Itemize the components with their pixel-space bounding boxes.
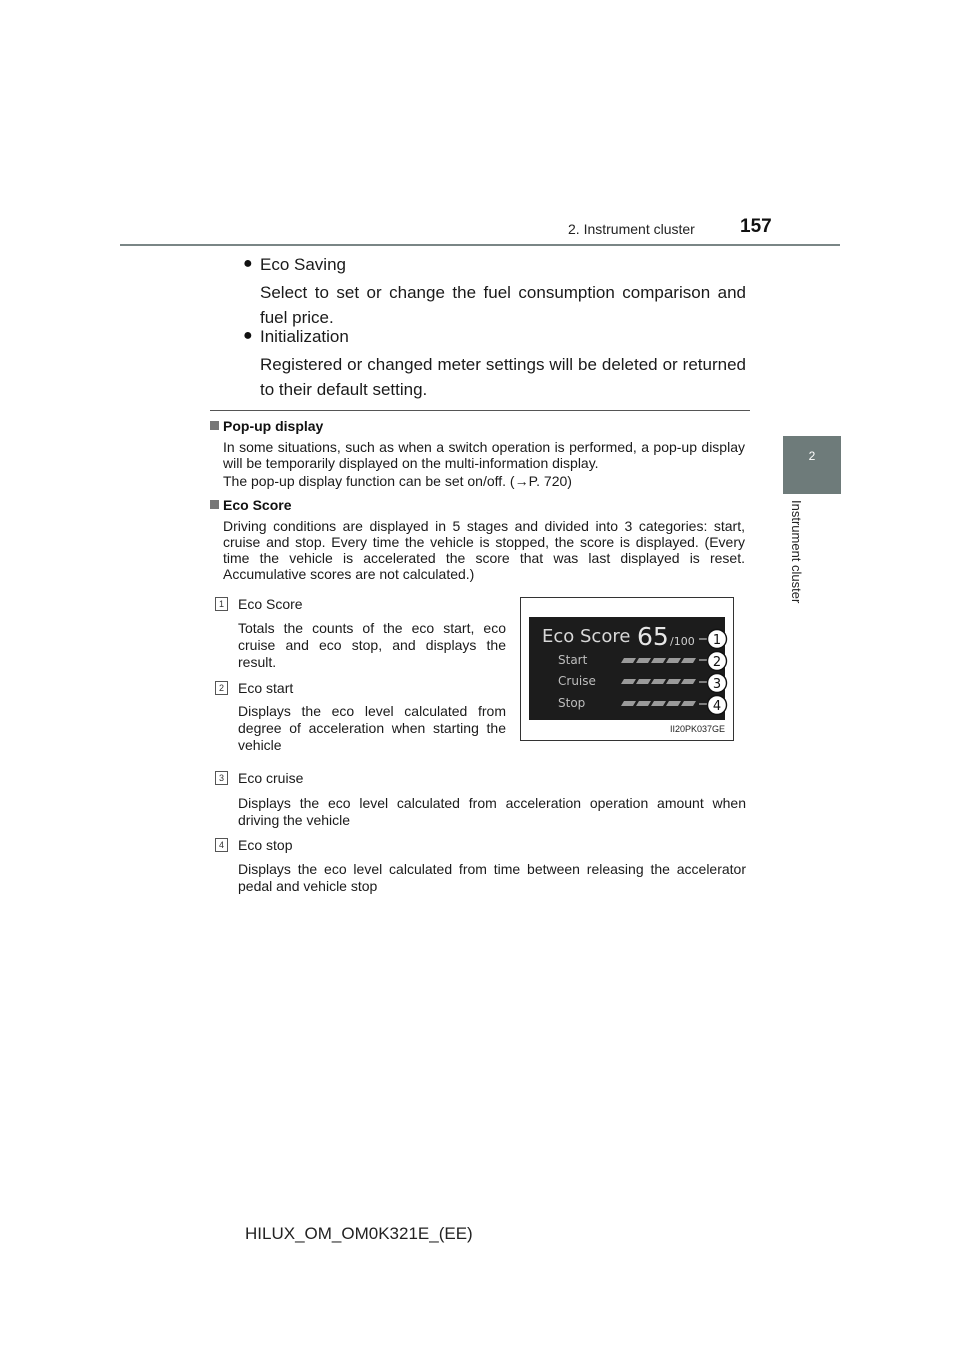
- start-level-bar: [621, 658, 696, 663]
- item-label: Eco start: [238, 680, 294, 696]
- bullet-icon: ●: [243, 255, 253, 272]
- row-label-start: Start: [558, 653, 588, 667]
- item-text: Displays the eco level calculated from degree of acceleration when starting the vehicle: [238, 703, 506, 753]
- item-label: Eco Score: [238, 596, 303, 612]
- item-text: Totals the counts of the eco start, eco cruise and eco stop, and displays the result.: [238, 620, 506, 670]
- bullet-title: Initialization: [260, 327, 349, 346]
- figure-code: II20PK037GE: [669, 724, 725, 734]
- eco-score-title: Eco Score: [542, 626, 631, 647]
- bullet-text: Select to set or change the fuel consumption comparison and fuel price.: [260, 283, 746, 327]
- eco-score-display: [529, 617, 725, 720]
- document-code: HILUX_OM_OM0K321E_(EE): [245, 1224, 473, 1243]
- callout-1-label: 1: [712, 633, 722, 648]
- callout-1: [708, 630, 727, 649]
- chapter-tab: [783, 436, 841, 494]
- callout-3: [708, 674, 727, 693]
- chapter-title: 2. Instrument cluster: [568, 221, 695, 237]
- section-title-popup: Pop-up display: [223, 418, 324, 434]
- item-text: Displays the eco level calculated from acceleration operation amount when driving the vehicle: [238, 795, 746, 828]
- chapter-tab-label-text: Instrument cluster: [789, 500, 804, 604]
- callout-2: [708, 652, 727, 671]
- section-text-popup-2: The pop-up display function can be set on/off. (→P. 720): [223, 473, 572, 489]
- chapter-tab-label: [786, 500, 806, 620]
- item-number: 4: [215, 838, 228, 852]
- section-marker-icon: [210, 500, 219, 509]
- stop-level-bar: [621, 701, 696, 706]
- item-number: 1: [215, 597, 228, 611]
- row-label-cruise: Cruise: [558, 674, 596, 688]
- item-label: Eco stop: [238, 837, 293, 853]
- section-text-eco-score: Driving conditions are displayed in 5 stages and divided into 3 categories: start, cruise and stop. Every time the vehicle is stopped, the score is displayed. (Every time the vehicle is accelerated the score that was last displayed is reset. Accumulative scores are not calculated.): [223, 518, 745, 582]
- chapter-tab-number: 2: [808, 449, 816, 463]
- bullet-icon: ●: [243, 327, 253, 344]
- section-divider: [210, 410, 750, 411]
- section-text-popup: In some situations, such as when a switch operation is performed, a pop-up display will be temporarily displayed on the multi-information display.: [223, 439, 745, 471]
- cruise-level-bar: [621, 679, 696, 684]
- callout-4: [708, 696, 727, 715]
- item-number: 2: [215, 681, 228, 695]
- callout-2-label: 2: [712, 655, 722, 670]
- callout-group: [704, 628, 730, 720]
- header-rule: [120, 244, 840, 246]
- eco-score-max: /100: [670, 635, 695, 648]
- item-number: 3: [215, 771, 228, 785]
- item-text: Displays the eco level calculated from time between releasing the accelerator pedal and vehicle stop: [238, 861, 746, 894]
- bullet-title: Eco Saving: [260, 255, 346, 274]
- page-number: 157: [740, 216, 772, 237]
- row-label-stop: Stop: [558, 696, 586, 710]
- item-label: Eco cruise: [238, 770, 304, 786]
- bullet-text: Registered or changed meter settings will be deleted or returned to their default setting.: [260, 355, 746, 399]
- callout-4-label: 4: [712, 699, 722, 714]
- eco-score-value: 65: [637, 622, 669, 651]
- section-marker-icon: [210, 421, 219, 430]
- section-title-eco-score: Eco Score: [223, 497, 292, 513]
- callout-3-label: 3: [712, 677, 722, 692]
